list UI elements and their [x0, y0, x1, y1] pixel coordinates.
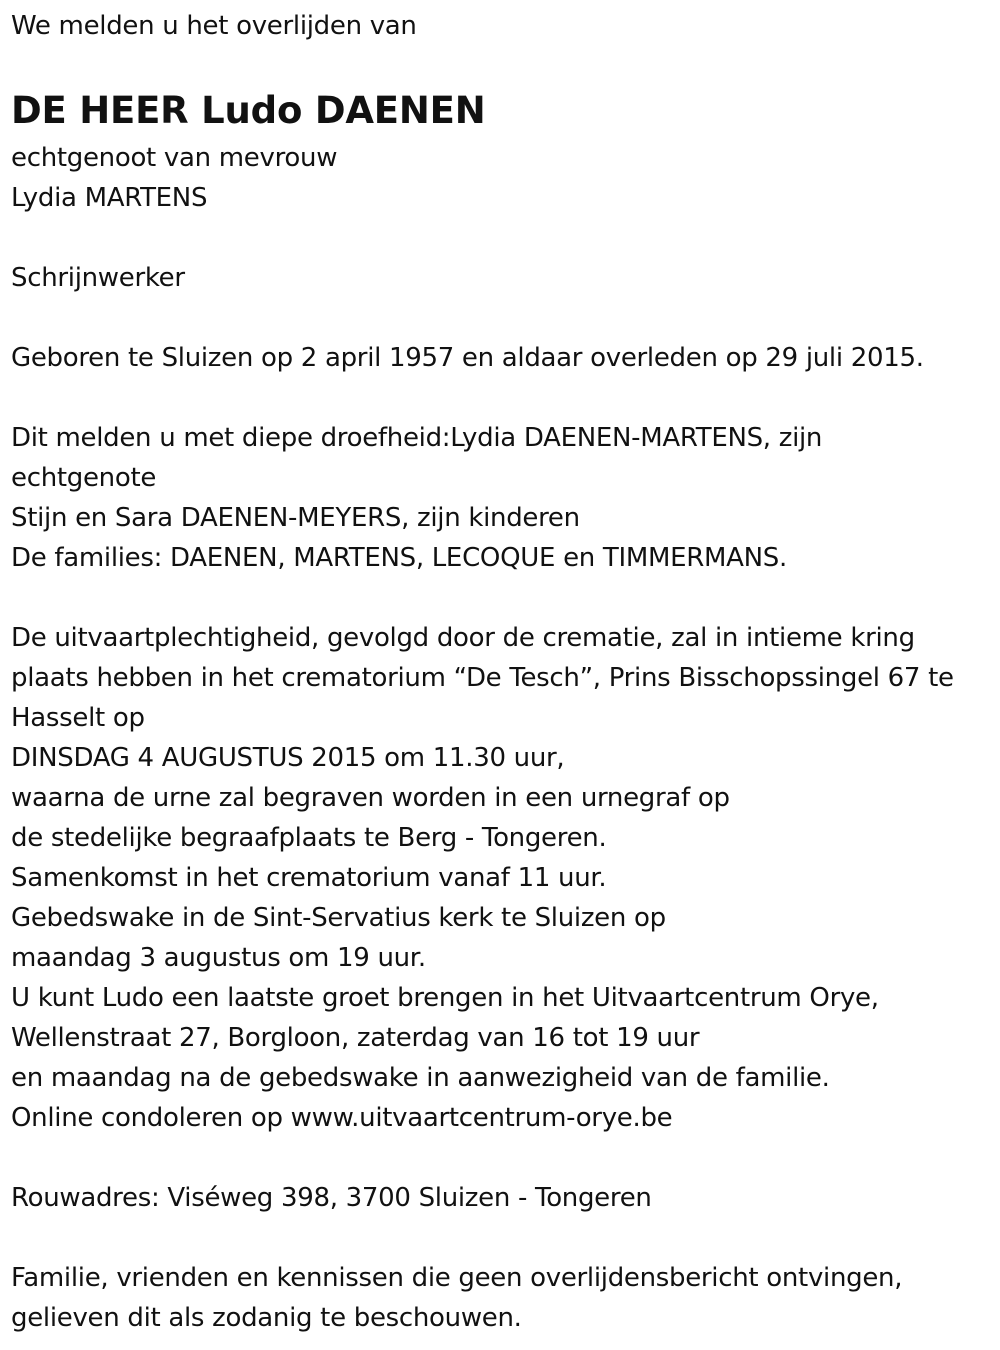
spouse-line-2: Lydia MARTENS: [11, 183, 208, 213]
deceased-name: DE HEER Ludo DAENEN: [11, 89, 486, 132]
intro-text: We melden u het overlijden van: [11, 11, 417, 41]
spacer: [11, 578, 996, 618]
spacer: [11, 298, 996, 338]
wake-line-2: maandag 3 augustus om 19 uur.: [11, 943, 426, 973]
urn-line-1: waarna de urne zal begraven worden in een urnegraf op: [11, 783, 730, 813]
spacer: [11, 46, 996, 78]
mourning-address: Rouwadres: Viséweg 398, 3700 Sluizen - Tongeren: [11, 1183, 652, 1213]
mourners-line-1: Dit melden u met diepe droefheid:Lydia DAENEN-MARTENS, zijn echtgenote: [11, 423, 823, 493]
greeting-line-1: U kunt Ludo een laatste groet brengen in het Uitvaartcentrum Orye,: [11, 983, 879, 1013]
wake-line-1: Gebedswake in de Sint-Servatius kerk te Sluizen op: [11, 903, 666, 933]
profession: Schrijnwerker: [11, 263, 185, 293]
obituary-notice: [11, 6, 996, 1338]
spacer: [11, 218, 996, 258]
closing-line-1: Familie, vrienden en kennissen die geen overlijdensbericht ontvingen,: [11, 1263, 903, 1293]
mourners-line-3: De families: DAENEN, MARTENS, LECOQUE en TIMMERMANS.: [11, 543, 787, 573]
birth-death-text: Geboren te Sluizen op 2 april 1957 en aldaar overleden op 29 juli 2015.: [11, 343, 924, 373]
greeting-line-3: en maandag na de gebedswake in aanwezigheid van de familie.: [11, 1063, 830, 1093]
ceremony-date: DINSDAG 4 AUGUSTUS 2015 om 11.30 uur,: [11, 743, 565, 773]
spacer: [11, 1138, 996, 1178]
gathering-text: Samenkomst in het crematorium vanaf 11 uur.: [11, 863, 607, 893]
ceremony-intro: De uitvaartplechtigheid, gevolgd door de crematie, zal in intieme kring plaats hebben in het crematorium “De Tesch”, Prins Bisschopssingel 67 te Hasselt op: [11, 623, 954, 733]
online-condolence-text: Online condoleren op www.uitvaartcentrum-orye.be: [11, 1103, 673, 1133]
closing-line-2: gelieven dit als zodanig te beschouwen.: [11, 1303, 522, 1333]
mourners-line-2: Stijn en Sara DAENEN-MEYERS, zijn kinderen: [11, 503, 580, 533]
spacer: [11, 378, 996, 418]
spouse-line-1: echtgenoot van mevrouw: [11, 143, 338, 173]
greeting-line-2: Wellenstraat 27, Borgloon, zaterdag van 16 tot 19 uur: [11, 1023, 700, 1053]
urn-line-2: de stedelijke begraafplaats te Berg - Tongeren.: [11, 823, 607, 853]
spacer: [11, 1218, 996, 1258]
